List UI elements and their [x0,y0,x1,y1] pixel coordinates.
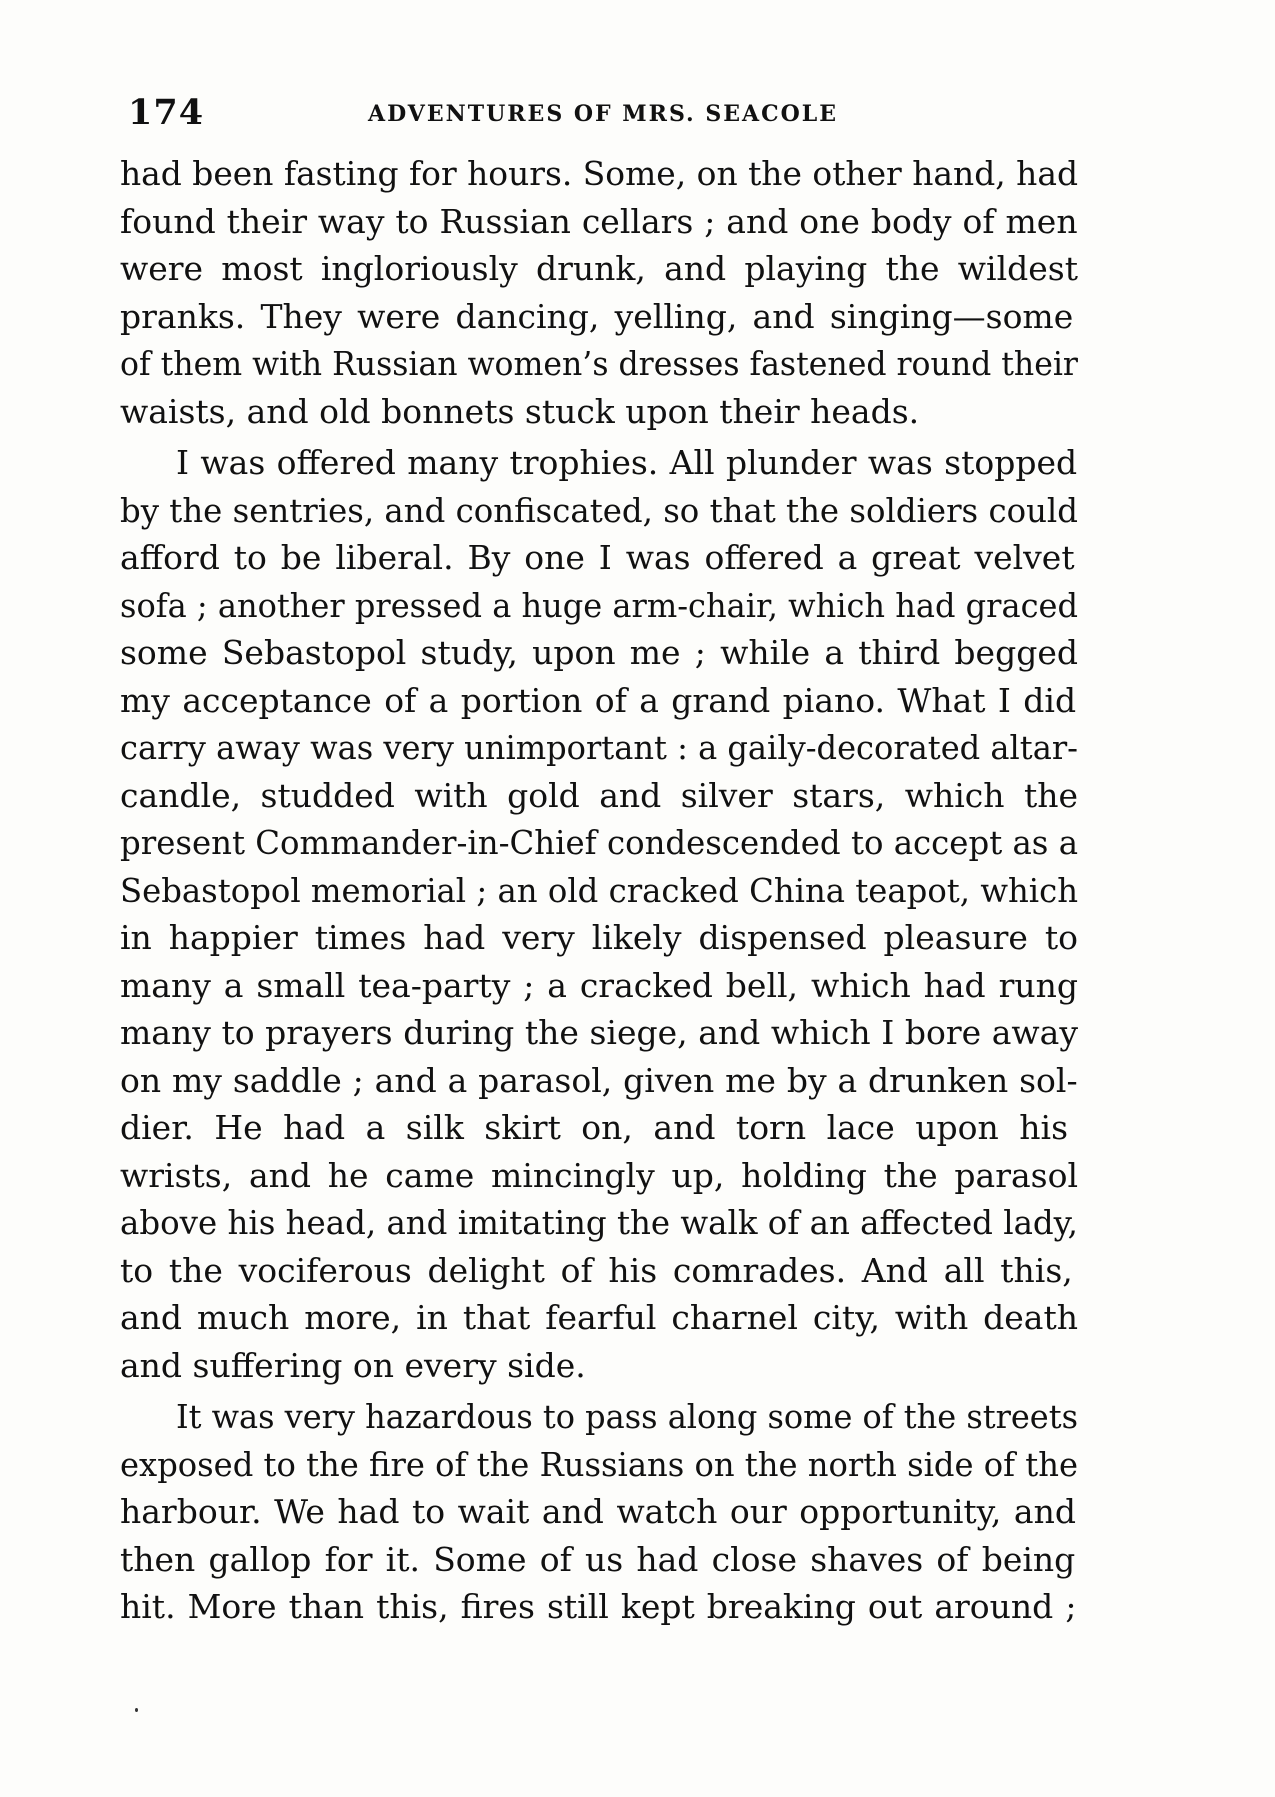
body-text [120,150,1078,1631]
text-line: dier. He had a silk skirt on, and torn lace upon his [120,1108,1069,1147]
text-line: many to prayers during the siege, and which I bore away [120,1013,1078,1052]
text-line: were most ingloriously drunk, and playing the wildest [120,249,1078,288]
text-line: present Commander-in-Chief condescended to accept as a [120,823,1078,862]
text-line: had been fasting for hours. Some, on the other hand, had [120,154,1078,193]
text-line: of them with Russian women’s dresses fastened round their [120,344,1078,383]
page-number: 174 [128,92,205,133]
text-line: exposed to the fire of the Russians on the north side of the [120,1444,1078,1484]
text-line: and suffering on every side. [120,1345,586,1385]
text-line: hit. More than this, fires still kept breaking out around ; [120,1587,1077,1626]
text-line: above his head, and imitating the walk of an affected lady, [120,1203,1078,1242]
text-line: and much more, in that fearful charnel city, with death [120,1298,1078,1337]
text-line: on my saddle ; and a parasol, given me by a drunken sol- [120,1060,1078,1100]
text-line: some Sebastopol study, upon me ; while a third begged [120,633,1078,672]
text-line: by the sentries, and confiscated, so that the soldiers could [120,490,1078,530]
text-line: my acceptance of a portion of a grand piano. What I did [120,680,1077,720]
paragraph-1 [120,150,1078,435]
text-line: carry away was very unimportant : a gaily-decorated altar- [120,728,1078,767]
text-line: Sebastopol memorial ; an old cracked China teapot, which [120,870,1078,910]
text-line: found their way to Russian cellars ; and one body of men [120,201,1078,241]
running-head [128,92,1088,132]
text-line: in happier times had very likely dispensed pleasure to [120,918,1078,957]
text-line: candle, studded with gold and silver stars, which the [120,775,1078,815]
text-line: to the vociferous delight of his comrades. And all this, [120,1250,1073,1290]
text-line: sofa ; another pressed a huge arm-chair, which had graced [120,585,1078,625]
text-line: waists, and old bonnets stuck upon their heads. [120,391,920,431]
text-line: many a small tea-party ; a cracked bell, which had rung [120,965,1078,1005]
text-line: I was offered many trophies. All plunder was stopped [176,443,1078,482]
text-line: then gallop for it. Some of us had close shaves of being [120,1539,1076,1579]
paragraph-2 [120,439,1078,1389]
text-line: pranks. They were dancing, yelling, and singing—some [120,296,1074,336]
text-line: wrists, and he came mincingly up, holding the parasol [120,1155,1078,1195]
paragraph-3 [120,1393,1078,1631]
ink-speck [135,1708,138,1712]
text-line: harbour. We had to wait and watch our opportunity, and [120,1492,1076,1531]
running-title: ADVENTURES OF MRS. SEACOLE [368,101,838,127]
text-line: afford to be liberal. By one I was offered a great velvet [120,538,1075,577]
text-line: It was very hazardous to pass along some of the streets [176,1397,1078,1436]
